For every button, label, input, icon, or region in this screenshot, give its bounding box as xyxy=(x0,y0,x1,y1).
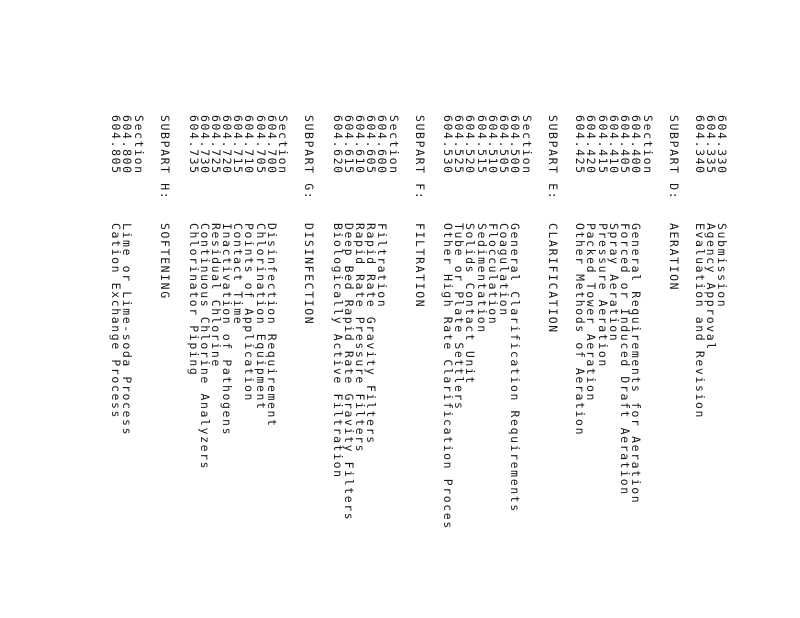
section-number: 604.700 xyxy=(265,115,279,175)
section-number: 604.330 xyxy=(715,115,729,175)
subpart-title: CLARIFICATION xyxy=(546,223,560,334)
subpart-label: SUBPART D: xyxy=(667,115,681,201)
subpart-label: SUBPART E: xyxy=(546,115,560,201)
section-number: 604.335 xyxy=(704,115,718,175)
section-title: Tube or Plate Settlers xyxy=(452,223,466,411)
section-number: 604.500 xyxy=(508,115,522,175)
section-number: 604.710 xyxy=(242,115,256,175)
section-number: 604.805 xyxy=(109,115,123,175)
section-title: Cation Exchange Process xyxy=(109,223,123,420)
subpart-title: SOFTENING xyxy=(158,223,172,300)
section-title: Rapid Rate Gravity Filters xyxy=(364,223,378,445)
section-number: Section xyxy=(132,115,146,175)
section-number: 604.510 xyxy=(486,115,500,175)
section-title: Chlorination Equipment xyxy=(254,223,268,411)
section-number: Section xyxy=(387,115,401,175)
section-title: General Requirements for Aeration xyxy=(629,223,643,505)
section-number: 604.735 xyxy=(187,115,201,175)
section-number: 604.620 xyxy=(331,115,345,175)
section-title: Rapid Rate Pressure Filters xyxy=(353,223,367,454)
section-title: Spray Aeration xyxy=(607,223,621,343)
section-number: Section xyxy=(520,115,534,175)
section-title: Residual Chlorine xyxy=(209,223,223,368)
section-title: Points of Application xyxy=(242,223,256,402)
section-number: 604.340 xyxy=(693,115,707,175)
section-number: 604.730 xyxy=(198,115,212,175)
section-number: 604.600 xyxy=(375,115,389,175)
section-title: Disinfection Requirement xyxy=(265,223,279,428)
section-number: 604.800 xyxy=(120,115,134,175)
subpart-title: FILTRATION xyxy=(413,223,427,309)
section-title: Evaluation and Revision xyxy=(693,223,707,420)
section-number: 604.520 xyxy=(463,115,477,175)
section-number: 604.725 xyxy=(209,115,223,175)
section-number: 604.615 xyxy=(342,115,356,175)
section-number: 604.425 xyxy=(573,115,587,175)
section-title: Submission xyxy=(715,223,729,309)
subpart-title: DISINFECTION xyxy=(302,223,316,326)
section-title: Sedimentation xyxy=(475,223,489,334)
section-number: 604.610 xyxy=(353,115,367,175)
section-number: 604.505 xyxy=(497,115,511,175)
section-number: 604.705 xyxy=(254,115,268,175)
section-title: Coagulation xyxy=(497,223,511,317)
section-title: Lime or Lime-soda Process xyxy=(120,223,134,437)
section-number: 604.415 xyxy=(596,115,610,175)
section-number: 604.400 xyxy=(629,115,643,175)
section-title: Other Methods of Aeration xyxy=(573,223,587,437)
section-title: Agency Approval xyxy=(704,223,718,351)
section-title: Filtration xyxy=(375,223,389,309)
section-number: 604.605 xyxy=(364,115,378,175)
section-title: Pressure Aeration xyxy=(596,223,610,368)
section-number: 604.405 xyxy=(618,115,632,175)
subpart-title: AERATION xyxy=(667,223,681,292)
section-number: Section xyxy=(276,115,290,175)
section-number: 604.515 xyxy=(475,115,489,175)
section-title: Biologically Active Filtration xyxy=(331,223,345,479)
section-number: 604.525 xyxy=(452,115,466,175)
section-title: Forced or Induced Draft Aeration xyxy=(618,223,632,496)
section-title: Flocculation xyxy=(486,223,500,326)
section-number: 604.715 xyxy=(231,115,245,175)
section-number: 604.420 xyxy=(584,115,598,175)
subpart-label: SUBPART H: xyxy=(158,115,172,201)
section-title: Chlorinator Piping xyxy=(187,223,201,377)
section-number: 604.530 xyxy=(441,115,455,175)
section-number: Section xyxy=(641,115,655,175)
section-number: 604.720 xyxy=(220,115,234,175)
section-title: Inactivation of Pathogens xyxy=(220,223,234,437)
section-title: Other High Rate Clarification Proces xyxy=(441,223,455,530)
subpart-label: SUBPART G: xyxy=(302,115,316,201)
section-title: Continuous Chlorine Analyzers xyxy=(198,223,212,471)
section-title: Packed Tower Aeration xyxy=(584,223,598,402)
section-title: Solids Contact Unit xyxy=(463,223,477,385)
section-number: 604.410 xyxy=(607,115,621,175)
section-title: General Clarification Requirements xyxy=(508,223,522,513)
section-title: Deep Bed Rapid Rate Gravity Filters xyxy=(342,223,356,522)
subpart-label: SUBPART F: xyxy=(413,115,427,201)
section-title: Contact Time xyxy=(231,223,245,326)
